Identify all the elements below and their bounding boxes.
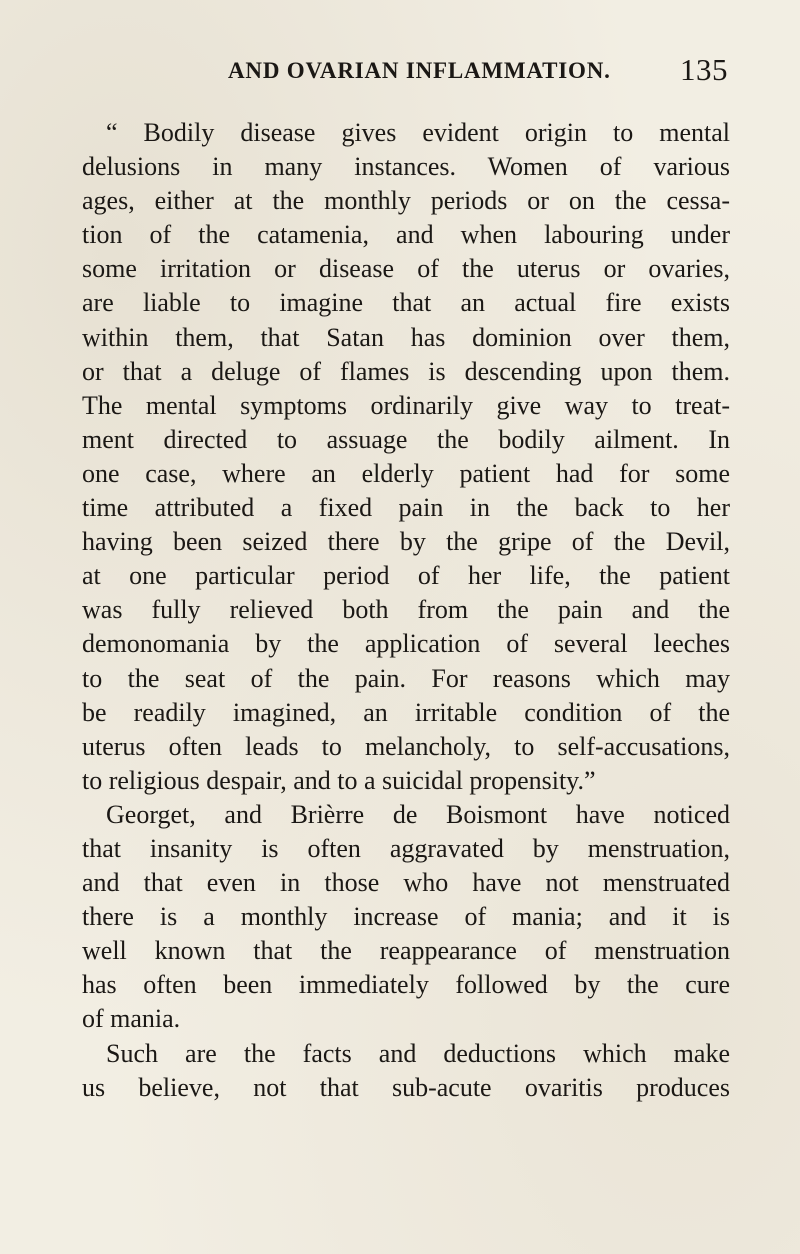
- text-line: well known that the reappearance of menstruation: [82, 936, 730, 966]
- text-line: to religious despair, and to a suicidal propensity.”: [82, 765, 596, 795]
- text-line: was fully relieved both from the pain and the: [82, 595, 730, 625]
- text-line: at one particular period of her life, the patient: [82, 561, 730, 591]
- text-line: delusions in many instances. Women of various: [82, 152, 730, 182]
- text-line: one case, where an elderly patient had for some: [82, 458, 730, 488]
- text-line: are liable to imagine that an actual fire exists: [82, 288, 730, 318]
- text-line: some irritation or disease of the uterus or ovaries,: [82, 254, 730, 284]
- body-text: [82, 116, 730, 1105]
- text-line: has often been immediately followed by the cure: [82, 970, 730, 1000]
- text-line: us believe, not that sub-acute ovaritis produces: [82, 1072, 730, 1102]
- text-line: ages, either at the monthly periods or on the cessa-: [82, 186, 730, 216]
- page-number: 135: [680, 52, 728, 87]
- text-line: within them, that Satan has dominion over them,: [82, 322, 730, 352]
- text-line: tion of the catamenia, and when labouring under: [82, 220, 730, 250]
- text-line: there is a monthly increase of mania; and it is: [82, 902, 730, 932]
- running-head: AND OVARIAN INFLAMMATION.: [228, 58, 611, 83]
- text-line: demonomania by the application of several leeches: [82, 629, 730, 659]
- text-line: ment directed to assuage the bodily ailment. In: [82, 424, 730, 454]
- text-line: having been seized there by the gripe of the Devil,: [82, 527, 730, 557]
- text-line: to the seat of the pain. For reasons which may: [82, 663, 730, 693]
- text-line: “ Bodily disease gives evident origin to mental: [106, 118, 730, 147]
- text-line: The mental symptoms ordinarily give way to treat-: [82, 390, 730, 420]
- text-line: Such are the facts and deductions which make: [106, 1038, 730, 1068]
- text-line: uterus often leads to melancholy, to self-accusations,: [82, 731, 730, 761]
- text-line: and that even in those who have not menstruated: [82, 868, 730, 898]
- text-line: Georget, and Brièrre de Boismont have noticed: [106, 799, 730, 829]
- text-line: or that a deluge of flames is descending upon them.: [82, 356, 730, 386]
- text-line: be readily imagined, an irritable condition of the: [82, 697, 730, 727]
- text-line: that insanity is often aggravated by menstruation,: [82, 833, 730, 863]
- page-header: [228, 52, 728, 96]
- text-line: time attributed a fixed pain in the back to her: [82, 493, 730, 523]
- text-line: of mania.: [82, 1004, 181, 1034]
